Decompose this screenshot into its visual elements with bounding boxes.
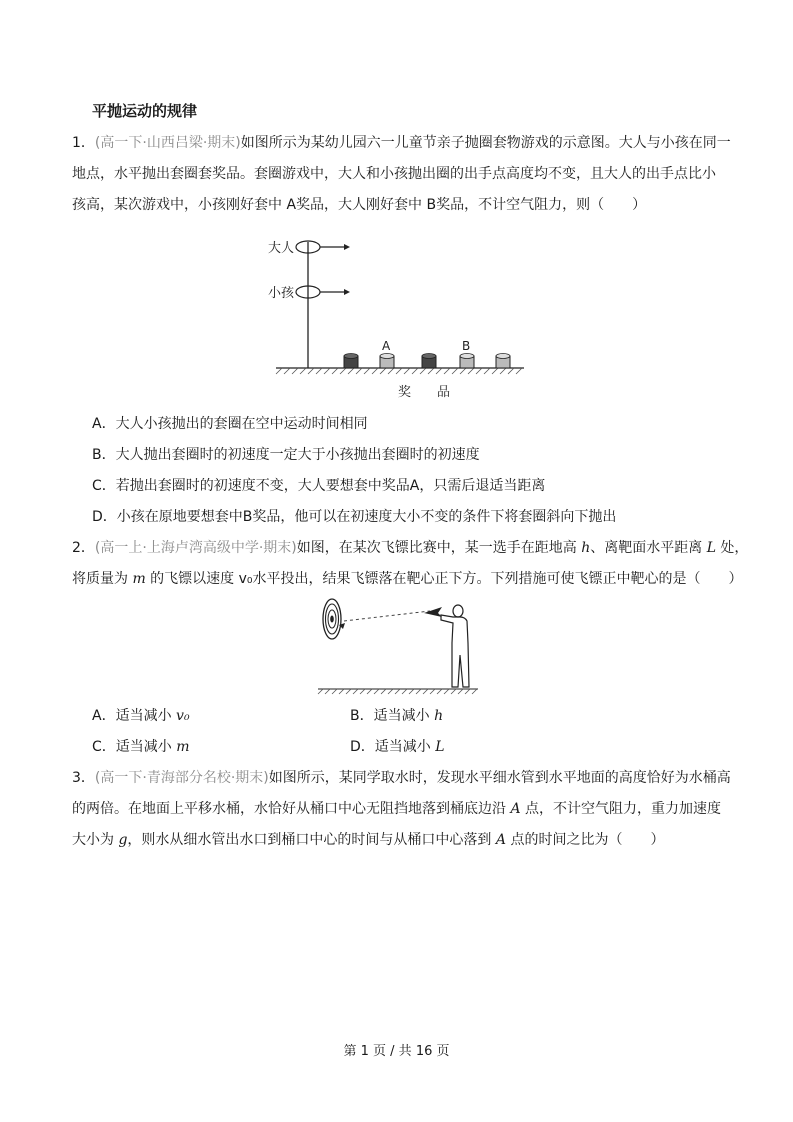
q2-line-1	[72, 538, 748, 558]
var-h: h	[581, 540, 591, 556]
q2-option-c-var: m	[176, 739, 190, 755]
q3-text-3a: 大小为	[72, 832, 119, 848]
prize-a	[380, 354, 394, 369]
q1-line-3: 孩高，某次游戏中，小孩刚好套中 A奖品，大人刚好套中 B奖品，不计空气阻力，则（ ）	[72, 197, 647, 213]
section-title: 平抛运动的规律	[92, 102, 198, 120]
q2-text-1a: 如图，在某次飞镖比赛中，某一选手在距地高	[296, 540, 582, 556]
prize-label: 奖 品	[398, 385, 451, 400]
q1-option-a[interactable]: A．大人小孩抛出的套圈在空中运动时间相同	[92, 416, 368, 432]
q3-number: 3．	[72, 770, 95, 786]
target-icon	[323, 599, 345, 639]
prize-3	[422, 354, 436, 369]
q2-text-1b: 、离靶面水平距离	[590, 540, 707, 556]
var-a-2: A	[495, 832, 506, 848]
var-m: m	[132, 571, 146, 587]
q2-figure	[312, 597, 484, 697]
q2-number: 2．	[72, 540, 95, 556]
q1-option-d[interactable]: D．小孩在原地要想套中B奖品，他可以在初速度大小不变的条件下将套圈斜向下抛出	[92, 509, 617, 525]
dart-icon	[424, 607, 442, 617]
q2-option-c-label: C．适当减小	[92, 739, 177, 755]
ground-hatch	[276, 368, 522, 374]
label-b: B	[462, 339, 471, 353]
q1-line-1	[72, 133, 731, 153]
q3-line-2	[72, 799, 721, 819]
q3-text-3c: 点的时间之比为（ ）	[506, 832, 665, 848]
q1-source: (高一下·山西吕梁·期末)	[94, 135, 241, 151]
q3-text-1: 如图所示，某同学取水时，发现水平细水管到水平地面的高度恰好为水桶高	[268, 770, 731, 786]
q2-text-2b: 的飞镖以速度 v₀水平投出，结果飞镖落在靶心正下方。下列措施可使飞镖正中靶心的是（ ）	[145, 571, 743, 587]
q1-line-2: 地点，水平抛出套圈套奖品。套圈游戏中，大人和小孩抛出圈的出手点高度均不变，且大人的出手点比小	[72, 166, 716, 182]
var-a: A	[510, 801, 521, 817]
q2-option-a-label: A．适当减小	[92, 708, 177, 724]
var-l: L	[706, 540, 716, 556]
var-g: g	[118, 832, 128, 848]
q3-text-2b: 点，不计空气阻力，重力加速度	[520, 801, 722, 817]
prize-1	[344, 354, 358, 369]
q1-figure	[262, 232, 534, 404]
q2-line-2	[72, 569, 743, 589]
prize-b	[460, 354, 474, 369]
q3-line-1	[72, 768, 731, 788]
q2-option-a-var: v₀	[176, 708, 190, 724]
q2-text-1c: 处，	[715, 540, 749, 556]
q3-source: (高一下·青海部分名校·期末)	[94, 770, 269, 786]
q2-text-2a: 将质量为	[72, 571, 133, 587]
q2-option-d-var: L	[435, 739, 445, 755]
q1-option-c[interactable]: C．若抛出套圈时的初速度不变，大人要想套中奖品A，只需后退适当距离	[92, 478, 546, 494]
q2-option-a[interactable]	[92, 706, 190, 726]
page-footer: 第 1 页 / 共 16 页	[343, 1044, 450, 1059]
thrower-icon	[441, 605, 469, 687]
q3-line-3	[72, 830, 664, 850]
q1-text-1: 如图所示为某幼儿园六一儿童节亲子抛圈套物游戏的示意图。大人与小孩在同一	[240, 135, 731, 151]
q2-option-d[interactable]	[350, 737, 445, 757]
q3-text-3b: ，则水从细水管出水口到桶口中心的时间与从桶口中心落到	[127, 832, 496, 848]
q2-option-d-label: D．适当减小	[350, 739, 436, 755]
q3-text-2a: 的两倍。在地面上平移水桶，水恰好从桶口中心无阻挡地落到桶底边沿	[72, 801, 511, 817]
q2-option-c[interactable]	[92, 737, 190, 757]
q2-option-b-var: h	[434, 708, 444, 724]
prize-5	[496, 354, 510, 369]
adult-label: 大人	[268, 241, 295, 256]
child-label: 小孩	[268, 286, 295, 301]
q2-option-b[interactable]	[350, 706, 443, 726]
label-a: A	[382, 339, 391, 353]
q2-option-b-label: B．适当减小	[350, 708, 435, 724]
q2-source: (高一上·上海卢湾高级中学·期末)	[94, 540, 297, 556]
q1-option-b[interactable]: B．大人抛出套圈时的初速度一定大于小孩抛出套圈时的初速度	[92, 447, 480, 463]
q1-number: 1．	[72, 135, 95, 151]
